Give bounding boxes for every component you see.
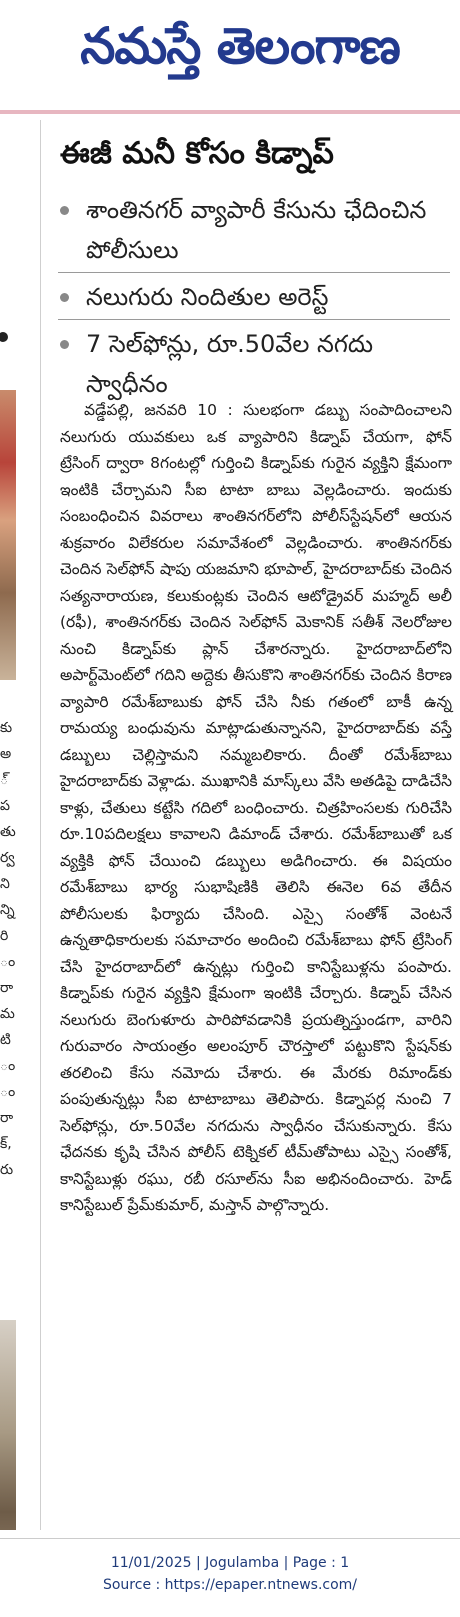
adjacent-glyph: కు [0,720,13,736]
masthead-rule [0,110,460,114]
adjacent-glyph: ం [0,1084,16,1100]
subhead-text: శాంతినగర్ వ్యాపారీ కేసును ఛేదించిన పోలీసులు [86,196,427,264]
subhead-item [58,190,450,270]
bullet-dot-icon [0,332,8,342]
subhead-item [58,277,450,317]
article-body [60,397,452,1219]
adjacent-glyph: ర్వ [0,850,15,866]
adjacent-glyph: ం [0,1058,16,1074]
bullet-icon [60,293,69,302]
article-body-paragraph: వడ్డేపల్లి, జనవరి 10 : సులభంగా డబ్బు సంపాదించాలని నలుగురు యువకులు ఒక వ్యాపారిని కిడ్నాప్ చేయగా, ఫోన్ ట్రేసింగ్ ద్వారా 8గంటల్లో గుర్తించి కిడ్నాప్‌కు గురైన వ్యక్తిని క్షేమంగా ఇంటికి చేర్చామని సీఐ టాటా బాబు వెల్లడించారు. ఇందుకు సంబంధించిన వివరాలు శాంతినగర్‌లోని పోలీస్‌స్టేషన్‌లో ఆయన శుక్రవారం విలేకరుల సమావేశంలో వెల్లడించారు. శాంతినగర్‌కు చెందిన సెల్‌ఫోన్ షాపు యజమాని భూపాల్, హైదరాబాద్‌కు చెందిన సత్యనారాయణ, కలుకుంట్లకు చెందిన ఆటోడ్రైవర్ మహ్మద్ అలీ (రఫీ), శాంతినగర్‌కు చెందిన సెల్‌ఫోన్ మెకానిక్ సతీశ్ నెలరోజుల నుంచి కిడ్నాప్‌కు ప్లాన్ చేశారన్నారు. హైదరాబాద్‌లోని అపార్ట్‌మెంట్‌లో గదిని అద్దెకు తీసుకొని శాంతినగర్‌కు చెందిన కిరాణ వ్యాపారి రమేశ్‌బాబుకు ఫోన్ చేసి నీకు గతంలో బాకీ ఉన్న రామయ్య బంధువును మాట్లాడుతున్నానని, హైదరాబాద్‌కు వస్తే డబ్బులు చెల్లిస్తామని నమ్మబలికారు. దీంతో రమేశ్‌బాబు హైదరాబాద్‌కు వెళ్లాడు. ముఖానికి మాస్క్‌లు వేసి అతడిపై దాడిచేసి కాళ్లు, చేతులు కట్టేసి గదిలో బంధించారు. చిత్రహింసలకు గురిచేసి రూ.10పదిలక్షలు కావాలని డిమాండ్ చేశారు. రమేశ్‌బాబుతో ఒక వ్యక్తికి ఫోన్ చేయించి డబ్బులు అడిగించారు. ఈ విషయం రమేశ్‌బాబు భార్య సుభాషిణికి తెలిసి ఈనెల 6వ తేదీన పోలీసులకు ఫిర్యాదు చేసింది. ఎస్సై సంతోశ్ వెంటనే ఉన్నతాధికారులకు సమాచారం అందించి రమేశ్‌బాబు ఫోన్ ట్రేసింగ్ చేసి హైదరాబాద్‌లో ఉన్నట్లు గుర్తించి కానిస్టేబుళ్లను పంపారు. కిడ్నాప్‌కు గురైన వ్యక్తిని క్షేమంగా ఇంటికి చేర్చారు. కిడ్నాప్ చేసిన నలుగురు బెంగుళూరు పారిపోవడానికి ప్రయత్నిస్తుండగా, వారిని గురువారం సాయంత్రం అలంపూర్ చౌరస్తాలో పట్టుకొని స్టేషన్‌కు తరలించి కేసు నమోదు చేశారు. ఈ మేరకు రిమాండ్‌కు పంపుతున్నట్లు సీఐ టాటాబాబు తెలిపారు. కిడ్నాపర్ల నుంచి 7 సెల్‌ఫోన్లు, రూ.50వేల నగదును స్వాధీనం చేసుకున్నారు. కేసు ఛేదనకు కృషి చేసిన పోలీస్ టెక్నికల్ టీమ్‌తోపాటు ఎస్సై సంతోశ్, కానిస్టేబుళ్లు రఘు, రబీ రసూల్‌ను సీఐ అభినందించారు. హెడ్ కానిస్టేబుల్ ప్రేమ్‌కుమార్, మస్తాన్ పాల్గొన్నారు. [60,401,452,1214]
adjacent-photo-top [0,390,16,680]
subhead-rule [58,319,450,320]
newspaper-title: నమస్తే తెలంగాణ [80,17,400,75]
edition-info: 11/01/2025 | Jogulamba | Page : 1 [110,1555,350,1571]
adjacent-glyph: మ [0,1006,15,1022]
adjacent-glyph: టి [0,1032,11,1048]
article-headline: ఈజీ మనీ కోసం కిడ్నాప్ [60,136,334,171]
adjacent-column-text [0,720,16,1188]
subhead-text: నలుగురు నిందితుల అరెస్ట్ [86,283,329,311]
subhead-list [58,190,450,404]
column-divider [40,120,41,1530]
adjacent-glyph: తు [0,824,16,840]
adjacent-glyph: ప [0,798,10,814]
adjacent-glyph: ్ [0,772,9,788]
adjacent-glyph: రా [0,1110,14,1126]
bullet-icon [60,206,69,215]
adjacent-glyph: ం [0,954,16,970]
adjacent-photo-bottom [0,1320,16,1530]
source-link[interactable]: Source : https://epaper.ntnews.com/ [102,1577,358,1593]
adjacent-glyph: రి [0,928,9,944]
subhead-item [58,324,450,404]
subhead-text: 7 సెల్‌ఫోన్లు, రూ.50వేల నగదు స్వాధీనం [86,330,374,398]
bullet-icon [60,340,69,349]
masthead [0,0,460,98]
adjacent-column-strip [0,120,16,1530]
adjacent-glyph: రు [0,1162,14,1178]
adjacent-glyph: న్ని [0,902,15,918]
adjacent-glyph: రా [0,980,14,996]
footer-rule [0,1538,460,1539]
adjacent-glyph: క్, [0,1136,12,1152]
subhead-rule [58,272,450,273]
adjacent-glyph: ని [0,876,10,892]
page-footer [0,1552,460,1596]
adjacent-glyph: అ [0,746,12,762]
